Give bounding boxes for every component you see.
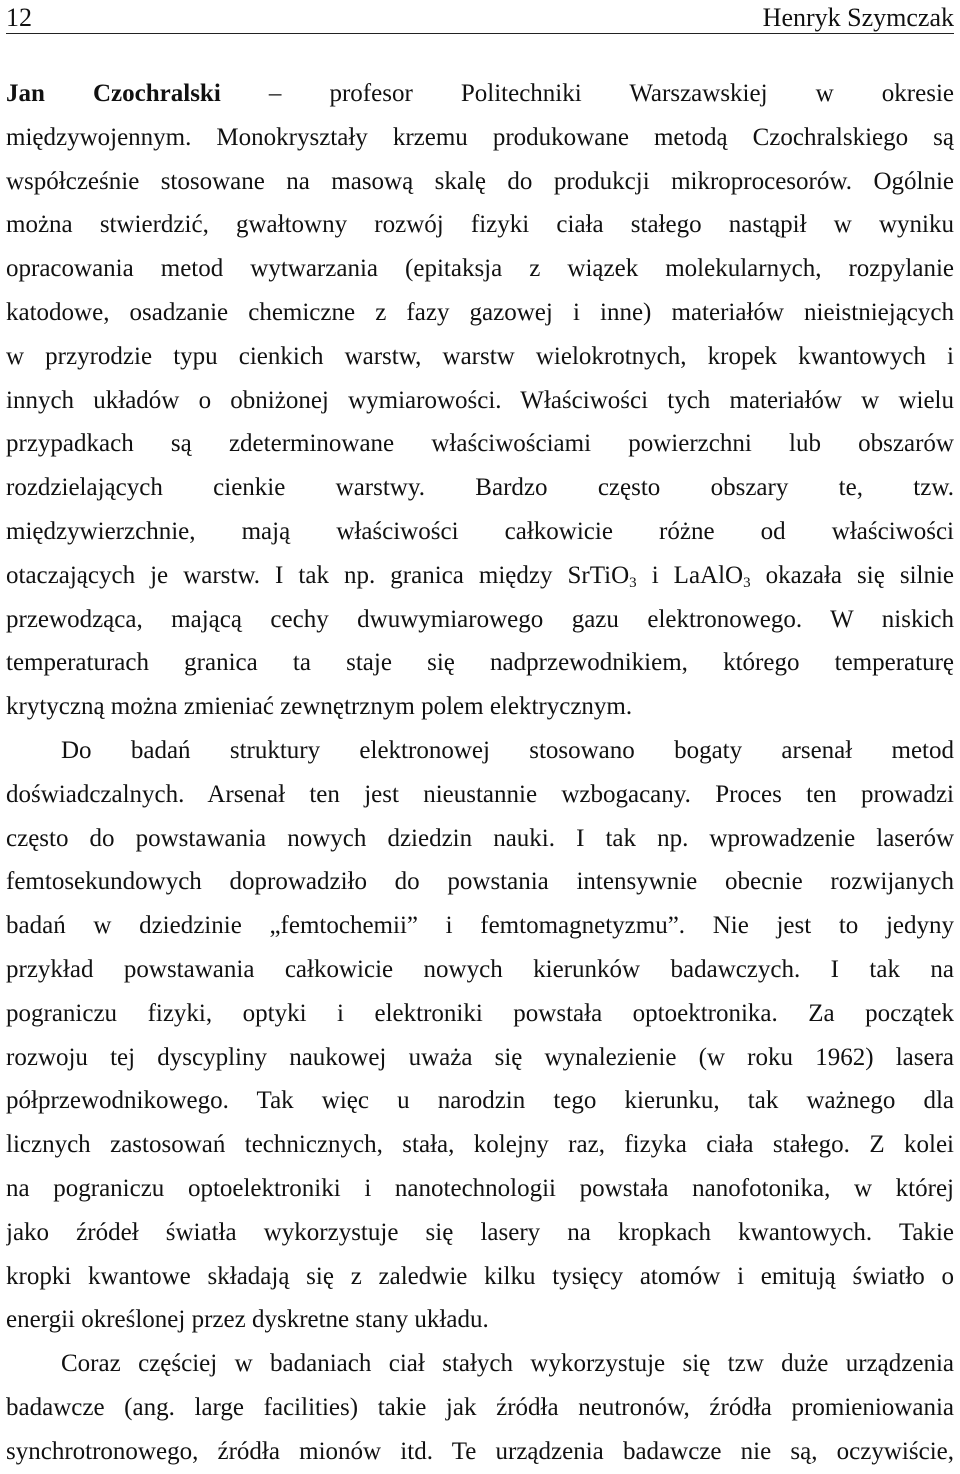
body-text: [6, 72, 954, 1474]
text-span: – profesor Politechniki Warszawskiej w okresie: [220, 80, 954, 107]
subscript: 3: [743, 574, 751, 591]
text-line: międzywojennym. Monokryształy krzemu produkowane metodą Czochralskiego są: [6, 123, 954, 151]
text-line: femtosekundowych doprowadziło do powstania intensywnie obecnie rozwijanych: [6, 868, 954, 896]
page-number: 12: [6, 3, 32, 32]
text-line: katodowe, osadzanie chemiczne z fazy gazowej i inne) materiałów nieistniejących: [6, 298, 954, 326]
text-line: synchrotronowego, źródła mionów itd. Te urządzenia badawcze nie są, oczywiście,: [6, 1437, 954, 1465]
text-line: krytyczną można zmieniać zewnętrznym polem elektrycznym.: [6, 693, 633, 721]
paragraph: [6, 729, 954, 1342]
text-line: [6, 72, 954, 116]
paragraph: [6, 72, 954, 729]
document-page: [6, 0, 954, 1470]
text-line: [6, 554, 954, 598]
emphasized-name: Jan Czochralski: [6, 80, 221, 107]
text-line: przykład powstawania całkowicie nowych kierunków badawczych. I tak na: [6, 955, 954, 983]
text-span: otaczających je warstw. I tak np. granica między SrTiO: [6, 561, 630, 589]
text-line: przewodząca, mającą cechy dwuwymiarowego gazu elektronowego. W niskich: [6, 605, 954, 633]
text-line: rozwoju tej dyscypliny naukowej uważa się wynalezienie (w roku 1962) lasera: [6, 1043, 954, 1071]
text-line: międzywierzchnie, mają właściwości całkowicie różne od właściwości: [6, 517, 954, 545]
text-line: Coraz częściej w badaniach ciał stałych wykorzystuje się tzw duże urządzenia: [61, 1350, 954, 1378]
text-line: temperaturach granica ta staje się nadprzewodnikiem, którego temperaturę: [6, 649, 954, 677]
text-line: jako źródeł światła wykorzystuje się lasery na kropkach kwantowych. Takie: [6, 1218, 954, 1246]
text-line: pograniczu fizyki, optyki i elektroniki powstała optoektronika. Za początek: [6, 999, 954, 1027]
subscript: 3: [629, 574, 637, 591]
text-line: licznych zastosowań technicznych, stała, kolejny raz, fizyka ciała stałego. Z kolei: [6, 1131, 954, 1159]
text-line: badań w dziedzinie „femtochemii” i femtomagnetyzmu”. Nie jest to jedyny: [6, 912, 954, 940]
text-line: półprzewodnikowego. Tak więc u narodzin tego kierunku, tak ważnego dla: [6, 1087, 954, 1115]
text-span: okazała się silnie: [750, 561, 954, 589]
text-line: energii określonej przez dyskretne stany układu.: [6, 1306, 489, 1334]
running-head-author: Henryk Szymczak: [762, 3, 954, 32]
text-line: badawcze (ang. large facilities) takie jak źródła neutronów, źródła promieniowania: [6, 1393, 954, 1421]
text-line: często do powstawania nowych dziedzin nauki. I tak np. wprowadzenie laserów: [6, 824, 954, 852]
text-line: w przyrodzie typu cienkich warstw, warstw wielokrotnych, kropek kwantowych i: [6, 342, 954, 370]
text-line: na pograniczu optoelektroniki i nanotechnologii powstała nanofotonika, w której: [6, 1174, 954, 1202]
text-line: przypadkach są zdeterminowane właściwościami powierzchni lub obszarów: [6, 430, 954, 458]
text-line: można stwierdzić, gwałtowny rozwój fizyki ciała stałego nastąpił w wyniku: [6, 211, 954, 239]
text-line: opracowania metod wytwarzania (epitaksja z wiązek molekularnych, rozpylanie: [6, 255, 954, 283]
page-header: [6, 0, 954, 34]
text-line: Do badań struktury elektronowej stosowano bogaty arsenał metod: [61, 736, 954, 764]
text-line: innych układów o obniżonej wymiarowości. Właściwości tych materiałów w wielu: [6, 386, 954, 414]
text-line: doświadczalnych. Arsenał ten jest nieustannie wzbogacany. Proces ten prowadzi: [6, 780, 954, 808]
text-line: współcześnie stosowane na masową skalę do produkcji mikroprocesorów. Ogólnie: [6, 167, 954, 195]
paragraph: [6, 1342, 954, 1473]
text-line: kropki kwantowe składają się z zaledwie kilku tysięcy atomów i emitują światło o: [6, 1262, 954, 1290]
text-line: rozdzielających cienkie warstwy. Bardzo często obszary te, tzw.: [6, 474, 954, 502]
text-span: i LaAlO: [636, 561, 744, 589]
